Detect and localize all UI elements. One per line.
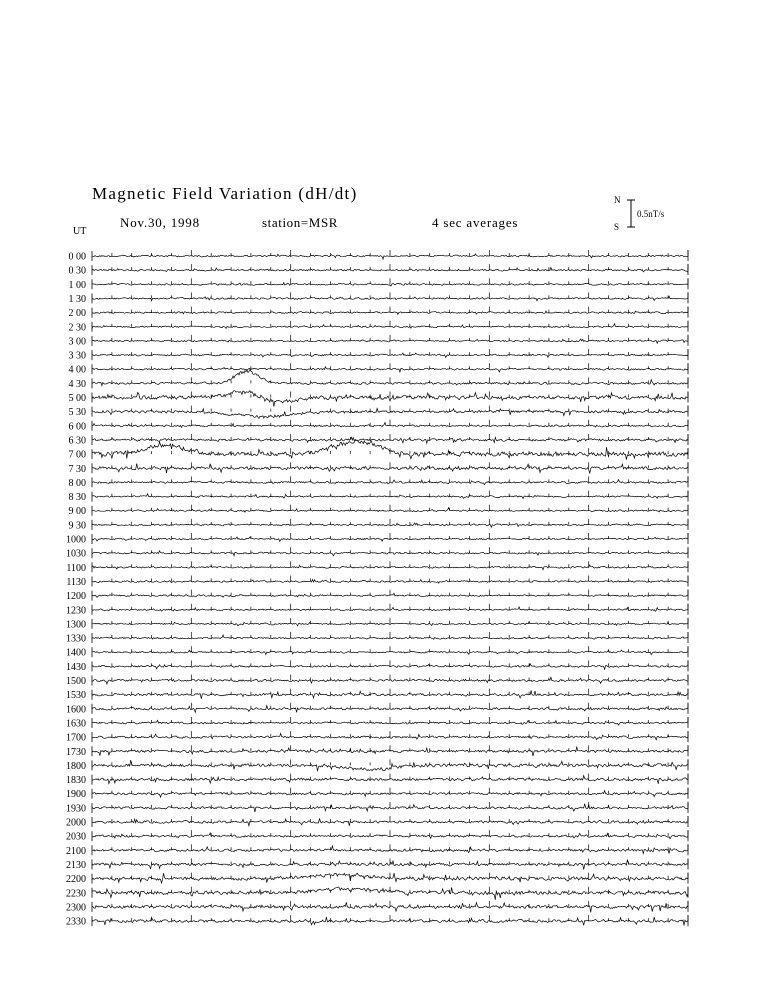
- trace-row: [69, 462, 689, 475]
- trace-row: [69, 321, 689, 334]
- trace-row: [66, 802, 688, 815]
- row-time-label: 1 30: [68, 293, 86, 305]
- row-time-label: 1130: [66, 577, 86, 588]
- trace-row: [69, 250, 689, 263]
- scale-north-label: N: [614, 195, 621, 205]
- row-time-label: 1030: [66, 548, 86, 560]
- trace-row: [69, 349, 689, 362]
- trace-row: [66, 859, 688, 872]
- trace-row: [69, 307, 689, 320]
- row-time-label: 8 30: [68, 492, 86, 504]
- trace-row: [66, 844, 688, 857]
- row-time-label: 0 30: [68, 265, 86, 277]
- row-time-label: 2130: [66, 860, 86, 871]
- trace-row: [69, 440, 689, 461]
- row-time-label: 2200: [66, 874, 86, 886]
- trace-row: [66, 604, 688, 617]
- row-time-label: 5 30: [68, 407, 86, 419]
- row-time-label: 2300: [66, 902, 86, 914]
- trace-row: [66, 901, 688, 914]
- trace-row: [66, 717, 688, 730]
- row-time-label: 3 00: [68, 336, 86, 348]
- row-time-label: 1900: [66, 789, 86, 801]
- row-time-label: 4 30: [68, 378, 86, 390]
- row-time-label: 5 00: [68, 393, 86, 404]
- trace-row: [66, 745, 688, 758]
- row-time-label: 1200: [66, 591, 86, 603]
- row-time-label: 1800: [66, 760, 86, 772]
- trace-row: [69, 391, 689, 407]
- chart-title: Magnetic Field Variation (dH/dt): [92, 184, 358, 203]
- trace-row: [66, 646, 688, 659]
- row-time-label: 1930: [66, 803, 86, 815]
- row-time-label: 1530: [66, 690, 86, 702]
- trace-row: [69, 476, 689, 489]
- row-time-label: 2100: [66, 845, 86, 857]
- trace-row: [66, 703, 688, 716]
- trace-row: [69, 420, 689, 433]
- trace-row: [69, 278, 689, 291]
- trace-row: [66, 759, 688, 772]
- row-time-label: 2230: [66, 888, 86, 900]
- row-time-label: 1730: [66, 746, 86, 758]
- row-time-label: 1430: [66, 661, 86, 673]
- row-time-label: 3 30: [68, 350, 86, 362]
- trace-row: [69, 505, 689, 518]
- trace-row: [66, 576, 688, 589]
- trace-row: [66, 618, 688, 631]
- trace-row: [69, 519, 689, 532]
- trace-row: [69, 292, 689, 305]
- trace-row: [66, 873, 688, 886]
- row-time-label: 1400: [66, 647, 86, 659]
- trace-row: [69, 406, 689, 419]
- trace-row: [69, 491, 689, 504]
- trace-row: [69, 434, 689, 447]
- trace-row: [66, 774, 688, 787]
- row-time-label: 8 00: [68, 477, 86, 489]
- trace-row: [66, 547, 688, 560]
- trace-row: [69, 335, 689, 348]
- row-time-label: 6 30: [68, 435, 86, 447]
- ut-axis-label: UT: [73, 226, 87, 237]
- trace-row: [66, 561, 688, 574]
- row-time-label: 2 00: [68, 308, 86, 320]
- row-time-label: 6 00: [68, 421, 86, 433]
- row-time-label: 1830: [66, 775, 86, 787]
- row-time-label: 1600: [66, 704, 86, 716]
- trace-row: [66, 632, 688, 645]
- row-time-label: 1300: [66, 619, 86, 631]
- row-time-label: 1230: [66, 605, 86, 617]
- trace-row: [66, 590, 688, 603]
- row-time-label: 1 00: [68, 279, 86, 291]
- trace-row: [69, 369, 689, 390]
- row-time-label: 1630: [66, 718, 86, 730]
- trace-row: [66, 689, 688, 702]
- row-time-label: 9 30: [68, 520, 86, 532]
- trace-row: [69, 264, 689, 277]
- trace-row: [66, 830, 688, 843]
- station-label: station=MSR: [262, 215, 339, 230]
- row-time-label: 2 30: [68, 322, 86, 334]
- averaging-label: 4 sec averages: [432, 215, 519, 230]
- trace-row: [66, 788, 688, 801]
- trace-row: [66, 887, 688, 900]
- trace-row: [66, 731, 688, 744]
- row-time-label: 1500: [66, 676, 86, 687]
- row-time-label: 2330: [66, 916, 86, 928]
- trace-row: [66, 675, 688, 688]
- trace-row: [69, 363, 689, 376]
- row-time-label: 9 00: [68, 506, 86, 518]
- row-time-label: 1000: [66, 534, 86, 546]
- scale-magnitude-label: 0.5nT/s: [637, 209, 665, 219]
- trace-row: [66, 660, 688, 673]
- row-time-label: 7 30: [68, 463, 86, 475]
- trace-row: [66, 816, 688, 829]
- row-time-label: 0 00: [68, 251, 86, 263]
- row-time-label: 2000: [66, 817, 86, 829]
- row-time-label: 1330: [66, 633, 86, 645]
- row-time-label: 2030: [66, 831, 86, 843]
- row-time-label: 4 00: [68, 364, 86, 376]
- row-time-label: 1700: [66, 732, 86, 744]
- trace-row: [66, 915, 688, 928]
- row-time-label: 1100: [66, 562, 86, 574]
- trace-row: [66, 533, 688, 546]
- date-label: Nov.30, 1998: [120, 215, 200, 230]
- scale-south-label: S: [614, 222, 620, 232]
- row-time-label: 7 00: [68, 449, 86, 461]
